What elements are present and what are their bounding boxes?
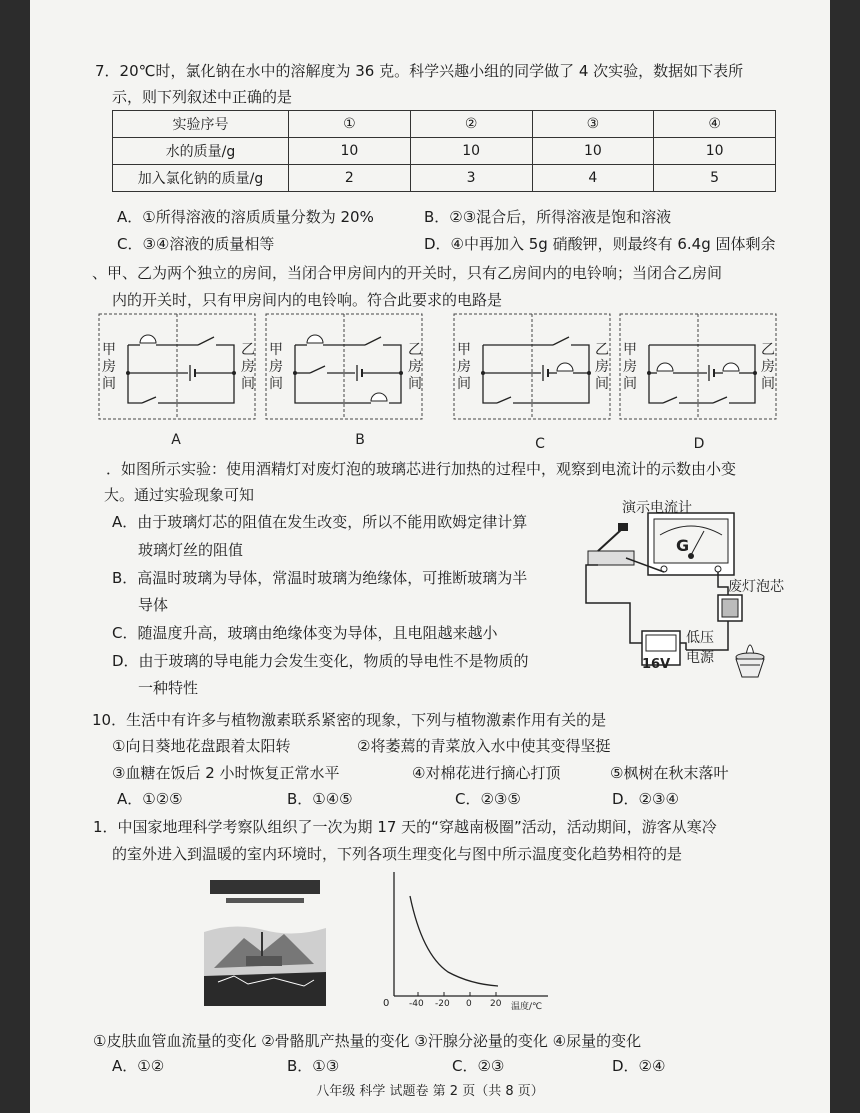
table-cell: 10 xyxy=(289,138,411,165)
room-label-right-c: 乙 房 间 xyxy=(595,342,609,392)
q11-option-c: C．②③ xyxy=(452,1057,505,1075)
q7-stem-line1: 7．20℃时，氯化钠在水中的溶解度为 36 克。科学兴趣小组的同学做了 4 次实验，数据如下表所 xyxy=(95,62,744,80)
q10-option-b: B．①④⑤ xyxy=(287,790,353,808)
temperature-trend-graph xyxy=(378,868,578,1008)
table-header-cell: ④ xyxy=(654,111,776,138)
q9-stem-line1: ．如图所示实验：使用酒精灯对废灯泡的玻璃芯进行加热的过程中，观察到电流计的示数由小变 xyxy=(106,460,737,478)
table-cell: 加入氯化钠的质量/g xyxy=(113,165,289,192)
circuit-label-a: A xyxy=(171,432,181,448)
table-row xyxy=(113,111,776,138)
graph-tick-label: 20 xyxy=(490,999,502,1009)
room-label-left-d: 甲 房 间 xyxy=(623,342,637,392)
table-cell: 10 xyxy=(532,138,654,165)
graph-tick-label: -40 xyxy=(409,999,424,1009)
q9-option-a: A．由于玻璃灯芯的阻值在发生改变，所以不能用欧姆定律计算 xyxy=(112,513,528,531)
q11-stem-line1: 1．中国家地理科学考察队组织了一次为期 17 天的“穿越南极圈”活动，活动期间，游客从寒冷 xyxy=(93,818,717,836)
q10-item-2: ②将萎蔫的青菜放入水中使其变得坚挺 xyxy=(357,737,611,755)
room-label-left-b: 甲 房 间 xyxy=(269,342,283,392)
q7-option-b: B．②③混合后，所得溶液是饱和溶液 xyxy=(424,208,672,226)
q9-option-a-cont: 玻璃灯丝的阻值 xyxy=(138,541,244,559)
room-label-right-a: 乙 房 间 xyxy=(241,342,255,392)
graph-origin-label: 0 xyxy=(383,998,390,1009)
bulb-core-label: 废灯泡芯 xyxy=(728,579,784,595)
q10-item-4: ④对棉花进行摘心打顶 xyxy=(412,764,561,782)
q9-option-b-cont: 导体 xyxy=(138,596,169,614)
room-label-right-b: 乙 房 间 xyxy=(408,342,422,392)
power-label-line2: 电源 xyxy=(686,650,714,666)
table-cell: 10 xyxy=(410,138,532,165)
page-footer: 八年级 科学 试题卷 第 2 页（共 8 页） xyxy=(316,1084,544,1099)
table-cell: 5 xyxy=(654,165,776,192)
circuit-diagram-c xyxy=(453,313,611,420)
graph-tick-label: 0 xyxy=(466,999,472,1009)
q8-stem-line2: 内的开关时，只有甲房间内的电铃响。符合此要求的电路是 xyxy=(112,291,503,309)
table-cell: 2 xyxy=(289,165,411,192)
table-header-cell: ① xyxy=(289,111,411,138)
q9-stem-line2: 大。通过实验现象可知 xyxy=(104,486,255,504)
meter-label: 演示电流计 xyxy=(622,500,692,516)
circuit-diagram-b xyxy=(265,313,423,420)
q9-option-d-cont: 一种特性 xyxy=(138,679,199,697)
table-cell: 3 xyxy=(410,165,532,192)
q7-option-d: D．④中再加入 5g 硝酸钾，则最终有 6.4g 固体剩余 xyxy=(424,235,776,253)
power-label-line1: 低压 xyxy=(686,630,714,646)
circuit-label-c: C xyxy=(535,436,545,452)
q10-option-a: A．①②⑤ xyxy=(117,790,183,808)
q9-option-b: B．高温时玻璃为导体，常温时玻璃为绝缘体，可推断玻璃为半 xyxy=(112,569,528,587)
circuit-diagram-a xyxy=(98,313,256,420)
q7-option-c: C．③④溶液的质量相等 xyxy=(117,235,275,253)
table-header-cell: 实验序号 xyxy=(113,111,289,138)
q11-stem-line2: 的室外进入到温暖的室内环境时，下列各项生理变化与图中所示温度变化趋势相符的是 xyxy=(112,845,683,863)
q11-option-a: A．①② xyxy=(112,1057,165,1075)
table-cell: 水的质量/g xyxy=(113,138,289,165)
q10-option-d: D．②③④ xyxy=(612,790,679,808)
graph-tick-label: -20 xyxy=(435,999,450,1009)
circuit-label-d: D xyxy=(693,436,705,452)
circuit-diagram-d xyxy=(619,313,777,420)
antarctic-expedition-poster xyxy=(204,872,326,1006)
q11-items: ①皮肤血管血流量的变化 ②骨骼肌产热量的变化 ③汗腺分泌量的变化 ④尿量的变化 xyxy=(93,1032,642,1050)
q11-option-d: D．②④ xyxy=(612,1057,666,1075)
voltage-label: 16V xyxy=(642,657,671,672)
q7-option-a: A．①所得溶液的溶质质量分数为 20% xyxy=(117,208,374,226)
table-cell: 10 xyxy=(654,138,776,165)
room-label-left-a: 甲 房 间 xyxy=(102,342,116,392)
q8-stem-line1: 、甲、乙为两个独立的房间，当闭合甲房间内的开关时，只有乙房间内的电铃响；当闭合乙房间 xyxy=(92,264,723,282)
q10-option-c: C．②③⑤ xyxy=(455,790,521,808)
q7-stem-line2: 示，则下列叙述中正确的是 xyxy=(112,88,293,106)
table-row xyxy=(113,138,776,165)
room-label-right-d: 乙 房 间 xyxy=(761,342,775,392)
q10-item-5: ⑤枫树在秋末落叶 xyxy=(610,764,729,782)
q9-option-d: D．由于玻璃的导电能力会发生变化，物质的导电性不是物质的 xyxy=(112,652,529,670)
graph-x-axis-label: 温度/℃ xyxy=(511,1002,543,1012)
circuit-label-b: B xyxy=(355,432,365,448)
meter-symbol: G xyxy=(676,536,690,555)
table-cell: 4 xyxy=(532,165,654,192)
table-row xyxy=(113,165,776,192)
table-header-cell: ② xyxy=(410,111,532,138)
q11-option-b: B．①③ xyxy=(287,1057,340,1075)
q9-option-c: C．随温度升高，玻璃由绝缘体变为导体，且电阻越来越小 xyxy=(112,624,498,642)
table-header-cell: ③ xyxy=(532,111,654,138)
q7-data-table xyxy=(112,110,776,192)
q10-item-1: ①向日葵地花盘跟着太阳转 xyxy=(112,737,291,755)
q10-item-3: ③血糖在饭后 2 小时恢复正常水平 xyxy=(112,764,340,782)
q10-stem: 10．生活中有许多与植物激素联系紧密的现象，下列与植物激素作用有关的是 xyxy=(92,711,607,729)
room-label-left-c: 甲 房 间 xyxy=(457,342,471,392)
